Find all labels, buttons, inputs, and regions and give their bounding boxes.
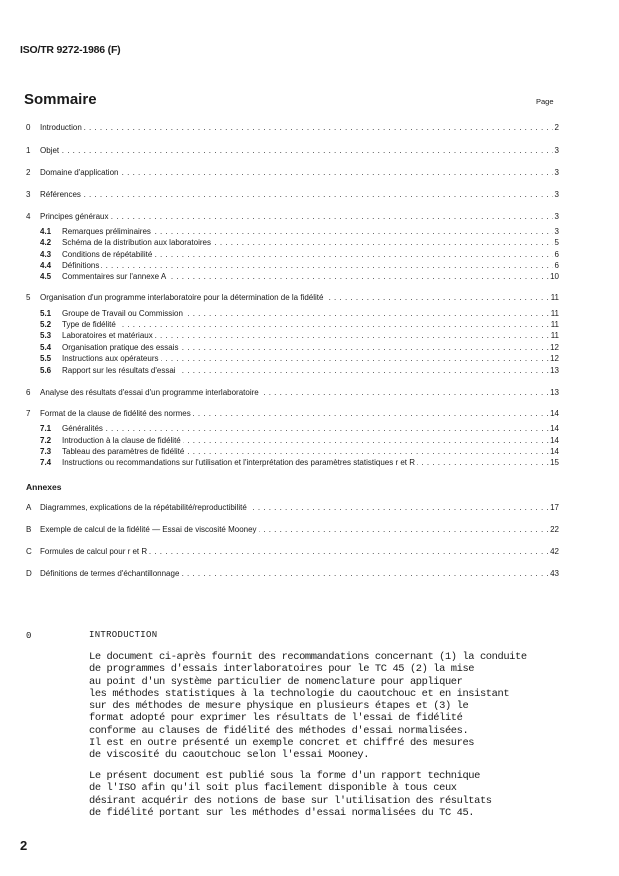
toc-entry-label: Organisation pratique des essais (62, 343, 179, 352)
toc-entry[interactable] (0, 331, 619, 341)
toc-entry-page: 14 (550, 436, 559, 445)
annex-entry[interactable] (0, 547, 619, 557)
toc-entry-label: Rapport sur les résultats d'essai (62, 366, 176, 375)
toc-entry-label: Groupe de Travail ou Commission (62, 309, 183, 318)
toc-entry-label: Introduction (40, 123, 82, 132)
toc-entry-number: 4.1 (40, 227, 52, 236)
toc-entry-leader (40, 293, 553, 303)
toc-entry[interactable] (0, 123, 619, 133)
toc-entry-number: 5.2 (40, 320, 52, 329)
annex-entry-number: A (26, 503, 32, 512)
toc-entry[interactable] (0, 458, 619, 468)
toc-entry-leader (62, 354, 553, 364)
toc-entry-page: 12 (550, 354, 559, 363)
toc-entry-leader (40, 146, 553, 156)
toc-entry-label: Conditions de répétabilité (62, 250, 153, 259)
toc-entry-leader (40, 212, 553, 222)
toc-entry-label: Laboratoires et matériaux (62, 331, 153, 340)
annex-entry-number: B (26, 525, 32, 534)
toc-entry-label: Analyse des résultats d'essai d'un programme interlaboratoire (40, 388, 259, 397)
annex-entry-label: Formules de calcul pour r et R (40, 547, 148, 556)
annex-entry-page: 22 (550, 525, 559, 534)
toc-entry-leader (40, 190, 553, 200)
toc-entry-number: 4.5 (40, 272, 52, 281)
toc-entry-number: 5.5 (40, 354, 52, 363)
toc-entry-label: Organisation d'un programme interlaboratoire pour la détermination de la fidélité (40, 293, 324, 302)
annex-entry-leader (40, 503, 553, 513)
toc-entry-page: 14 (550, 409, 559, 418)
toc-entry-page: 2 (554, 123, 559, 132)
toc-entry-label: Instructions ou recommandations sur l'utilisation et l'interprétation des paramètres statistiques r et R (62, 458, 415, 467)
intro-paragraph-1: Le document ci-après fournit des recommandations concernant (1) la conduite de programmes d'essais interlaboratoires pour le TC 45 (2) la mise au point d'un système particulier de nomenclature pour appliquer les méthodes statistiques à la technologie du caoutchouc et en insistant sur des méthodes de mesure physique en plusieurs étapes et (3) le format adopté pour exprimer les résultats de l'essai de fidélité conforme au clauses de fidélité des méthodes d'essai normalisées. Il est en outre présenté un exemple concret et chiffré des mesures de viscosité du caoutchouc selon l'essai Mooney. (89, 651, 527, 762)
annex-entry-page: 43 (550, 569, 559, 578)
toc-entry-leader (62, 366, 553, 376)
toc-entry[interactable] (0, 366, 619, 376)
page-number: 2 (20, 838, 28, 853)
annex-entry-leader (40, 569, 553, 579)
toc-entry[interactable] (0, 212, 619, 222)
toc-entry-leader (62, 227, 553, 237)
toc-entry-label: Format de la clause de fidélité des normes (40, 409, 191, 418)
toc-entry-number: 5 (26, 293, 31, 302)
annex-entry-label: Définitions de termes d'échantillonnage (40, 569, 180, 578)
annex-entry-page: 17 (550, 503, 559, 512)
toc-entry-page: 13 (550, 388, 559, 397)
toc-entry[interactable] (0, 447, 619, 457)
toc-entry[interactable] (0, 424, 619, 434)
annex-entry-label: Diagrammes, explications de la répétabilité/reproductibilité (40, 503, 247, 512)
toc-entry-leader (40, 168, 553, 178)
toc-entry-label: Schéma de la distribution aux laboratoires (62, 238, 211, 247)
toc-entry[interactable] (0, 190, 619, 200)
toc-entry-label: Remarques préliminaires (62, 227, 151, 236)
document-id: ISO/TR 9272-1986 (F) (20, 44, 121, 56)
toc-entry-leader (62, 447, 553, 457)
toc-entry-page: 3 (554, 168, 559, 177)
toc-entry-leader (62, 436, 553, 446)
annex-entry[interactable] (0, 569, 619, 579)
annex-entry-number: C (26, 547, 32, 556)
toc-entry-label: Tableau des paramètres de fidélité (62, 447, 185, 456)
page-column-label: Page (536, 97, 554, 106)
annex-entry-leader (40, 547, 553, 557)
toc-entry[interactable] (0, 146, 619, 156)
toc-entry[interactable] (0, 261, 619, 271)
toc-entry-number: 7.3 (40, 447, 52, 456)
page-title: Sommaire (24, 91, 97, 108)
toc-entry-page: 12 (550, 343, 559, 352)
toc-entry-leader (40, 388, 553, 398)
toc-entry[interactable] (0, 272, 619, 282)
toc-entry-label: Introduction à la clause de fidélité (62, 436, 181, 445)
toc-entry-number: 5.3 (40, 331, 52, 340)
toc-entry[interactable] (0, 309, 619, 319)
toc-entry-page: 5 (554, 238, 559, 247)
toc-entry[interactable] (0, 168, 619, 178)
toc-entry-page: 3 (554, 146, 559, 155)
toc-entry-number: 4 (26, 212, 31, 221)
intro-heading: INTRODUCTION (89, 630, 158, 640)
toc-entry-leader (62, 309, 553, 319)
toc-entry-label: Type de fidélité (62, 320, 116, 329)
toc-entry-number: 4.3 (40, 250, 52, 259)
toc-entry-number: 7.4 (40, 458, 52, 467)
toc-entry-leader (62, 343, 553, 353)
toc-entry-label: Commentaires sur l'annexe A (62, 272, 167, 281)
toc-entry-page: 6 (554, 261, 559, 270)
toc-entry-page: 13 (550, 366, 559, 375)
toc-entry-page: 3 (554, 190, 559, 199)
annex-entry[interactable] (0, 525, 619, 535)
toc-entry-leader (40, 123, 553, 133)
toc-entry-leader (62, 458, 553, 468)
toc-entry-label: Objet (40, 146, 60, 155)
annex-entry-label: Exemple de calcul de la fidélité — Essai de viscosité Mooney (40, 525, 257, 534)
toc-entry-leader (62, 261, 553, 271)
toc-entry-page: 10 (550, 272, 559, 281)
toc-entry-page: 11 (550, 309, 559, 318)
toc-entry-number: 7 (26, 409, 31, 418)
toc-entry-leader (62, 272, 553, 282)
toc-entry-number: 1 (26, 146, 31, 155)
toc-entry-number: 5.6 (40, 366, 52, 375)
annexes-heading: Annexes (26, 482, 62, 492)
toc-entry-number: 0 (26, 123, 31, 132)
toc-entry-page: 15 (550, 458, 559, 467)
toc-entry-label: Références (40, 190, 81, 199)
toc-entry[interactable] (0, 436, 619, 446)
toc-entry[interactable] (0, 293, 619, 303)
toc-entry-page: 14 (550, 447, 559, 456)
toc-entry-page: 11 (550, 293, 559, 302)
toc-entry-leader (62, 320, 553, 330)
toc-entry-page: 3 (554, 227, 559, 236)
toc-entry-page: 11 (550, 320, 559, 329)
toc-entry-number: 7.1 (40, 424, 52, 433)
annex-entry-number: D (26, 569, 32, 578)
toc-entry[interactable] (0, 250, 619, 260)
toc-entry-page: 14 (550, 424, 559, 433)
toc-entry-number: 6 (26, 388, 31, 397)
toc-entry-number: 7.2 (40, 436, 52, 445)
toc-entry-page: 3 (554, 212, 559, 221)
toc-entry[interactable] (0, 343, 619, 353)
toc-entry-page: 11 (550, 331, 559, 340)
toc-entry-number: 5.4 (40, 343, 52, 352)
toc-entry-leader (62, 250, 553, 260)
toc-entry[interactable] (0, 409, 619, 419)
toc-entry-label: Définitions (62, 261, 100, 270)
intro-section-number: 0 (26, 631, 32, 641)
toc-entry[interactable] (0, 238, 619, 248)
toc-entry-number: 2 (26, 168, 31, 177)
toc-entry-label: Instructions aux opérateurs (62, 354, 159, 363)
toc-entry-number: 4.2 (40, 238, 52, 247)
toc-entry-label: Généralités (62, 424, 103, 433)
toc-entry-leader (62, 424, 553, 434)
annex-entry-page: 42 (550, 547, 559, 556)
toc-entry[interactable] (0, 354, 619, 364)
toc-entry-label: Principes généraux (40, 212, 109, 221)
toc-entry-number: 5.1 (40, 309, 52, 318)
intro-paragraph-2: Le présent document est publié sous la forme d'un rapport technique de l'ISO afin qu'il soit plus facilement disponible à tous ceux désirant acquérir des notions de base sur l'utilisation des résultats de fidélité portant sur les méthodes d'essai normalisées du TC 45. (89, 770, 492, 819)
toc-entry-label: Domaine d'application (40, 168, 119, 177)
toc-entry-number: 3 (26, 190, 31, 199)
toc-entry-page: 6 (554, 250, 559, 259)
toc-entry-number: 4.4 (40, 261, 52, 270)
toc-entry[interactable] (0, 320, 619, 330)
annex-entry-leader (40, 525, 553, 535)
toc-entry[interactable] (0, 388, 619, 398)
toc-entry[interactable] (0, 227, 619, 237)
annex-entry[interactable] (0, 503, 619, 513)
toc-entry-leader (62, 331, 553, 341)
toc-entry-leader (62, 238, 553, 248)
toc-entry-leader (40, 409, 553, 419)
